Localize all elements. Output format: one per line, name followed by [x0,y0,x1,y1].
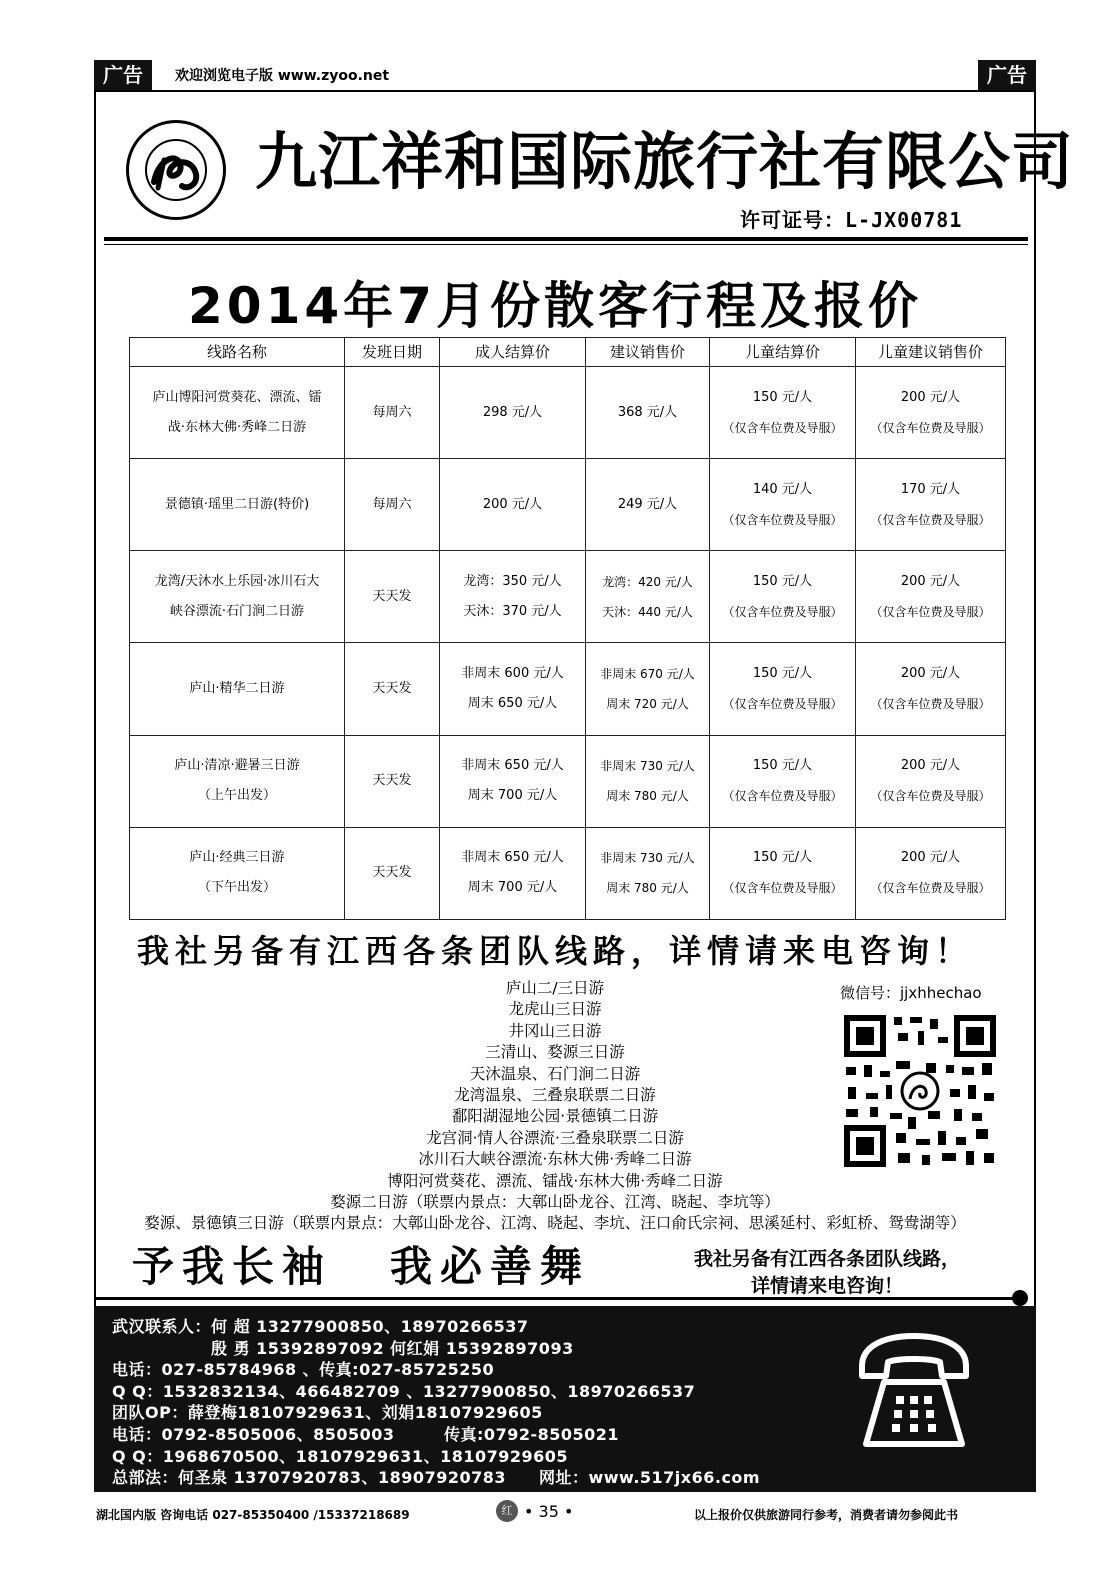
divider [94,1297,1016,1300]
column-header: 儿童结算价 [710,338,856,367]
header-rule-thin [104,244,1028,245]
adult-price: 298 元/人 [440,367,586,459]
table-header-row [130,338,1006,367]
route-name: 庐山·精华二日游 [130,643,345,735]
suggested-price: 非周末 730 元/人 周末 780 元/人 [586,827,710,919]
contact-line: 总部法：何圣泉 13707920783、18907920783 网址：www.517jx66.com [112,1468,761,1488]
table-row [130,459,1006,551]
child-suggested-price: 200 元/人 （仅含车位费及导服） [856,367,1006,459]
suggested-price: 非周末 730 元/人 周末 780 元/人 [586,735,710,827]
child-price: 140 元/人 （仅含车位费及导服） [710,459,856,551]
contact-panel [94,1306,1036,1492]
suggested-price: 龙湾：420 元/人 天沐：440 元/人 [586,551,710,643]
divider-end-dot [1012,1290,1028,1306]
column-header: 儿童建议销售价 [856,338,1006,367]
ad-tag-right: 广告 [978,60,1036,90]
list-item: 龙虎山三日游 [508,1000,602,1019]
departure-date: 天天发 [345,643,440,735]
departure-date: 天天发 [345,827,440,919]
table-row [130,551,1006,643]
child-price: 150 元/人 （仅含车位费及导服） [710,551,856,643]
contact-line: 团队OP：薛登梅18107929631、刘娟18107929605 [112,1403,543,1423]
child-suggested-price: 200 元/人 （仅含车位费及导服） [856,827,1006,919]
table-row [130,367,1006,459]
list-item: 婺源、景德镇三日游（联票内景点：大鄣山卧龙谷、江湾、晓起、李坑、汪口俞氏宗祠、思溪延村、彩虹桥、鸳鸯湖等） [144,1214,966,1233]
list-item: 龙宫洞·情人谷漂流·三叠泉联票二日游 [426,1128,684,1147]
adult-price: 非周末 650 元/人 周末 700 元/人 [440,735,586,827]
header-rule-thick [104,237,1028,241]
child-price: 150 元/人 （仅含车位费及导服） [710,735,856,827]
route-name: 庐山·经典三日游 （下午出发） [130,827,345,919]
contact-line: 殷 勇 15392897092 何红娟 15392897093 [112,1338,574,1358]
list-item: 冰川石大峡谷漂流·东林大佛·秀峰二日游 [418,1150,692,1169]
route-name: 庐山·清凉·避暑三日游 （上午出发） [130,735,345,827]
group-route-notice: 我社另备有江西各条团队线路，详情请来电咨询！ [136,932,973,970]
adult-price: 非周末 650 元/人 周末 700 元/人 [440,827,586,919]
telephone-icon [854,1326,974,1456]
adult-price: 非周末 600 元/人 周末 650 元/人 [440,643,586,735]
footer-left-text: 湖北国内版 咨询电话 027-85350400 /15337218689 [96,1508,410,1522]
list-item: 天沐温泉、石门涧二日游 [469,1064,641,1083]
child-suggested-price: 200 元/人 （仅含车位费及导服） [856,551,1006,643]
footer-right-text: 以上报价仅供旅游同行参考，消费者请勿参阅此书 [694,1508,959,1522]
child-price: 150 元/人 （仅含车位费及导服） [710,367,856,459]
route-name: 庐山博阳河赏葵花、漂流、镭 战·东林大佛·秀峰二日游 [130,367,345,459]
departure-date: 每周六 [345,459,440,551]
qr-code-icon [842,1013,998,1169]
company-name: 九江祥和国际旅行社有限公司 [255,125,1075,198]
list-item: 庐山二/三日游 [505,979,605,997]
wechat-id: 微信号：jjxhhechao [840,984,982,1002]
child-price: 150 元/人 （仅含车位费及导服） [710,643,856,735]
table-row [130,643,1006,735]
table-row [130,735,1006,827]
contact-line: 武汉联系人：何 超 13277900850、18970266537 [112,1317,529,1336]
page-title: 2014年7月份散客行程及报价 [188,277,922,335]
contact-line: 电话：0792-8505006、8505003 传真:0792-8505021 [112,1424,620,1444]
route-name: 龙湾/天沐水上乐园·冰川石大 峡谷漂流·石门涧二日游 [130,551,345,643]
child-suggested-price: 200 元/人 （仅含车位费及导服） [856,643,1006,735]
adult-price: 200 元/人 [440,459,586,551]
contact-line: Q Q：1532832134、466482709 、13277900850、18970266537 [112,1381,696,1401]
child-suggested-price: 200 元/人 （仅含车位费及导服） [856,735,1006,827]
route-name: 景德镇·瑶里二日游(特价) [130,459,345,551]
ad-tag-left: 广告 [94,60,152,90]
list-item: 三清山、婺源三日游 [485,1043,625,1062]
column-header: 发班日期 [345,338,440,367]
list-item: 龙湾温泉、三叠泉联票二日游 [454,1086,656,1105]
table-row [130,827,1006,919]
list-item: 博阳河赏葵花、漂流、镭战·东林大佛·秀峰二日游 [387,1171,723,1190]
page-number-text: • 35 • [524,1501,574,1521]
license-number: 许可证号：L-JX00781 [740,208,963,232]
top-url-text: 欢迎浏览电子版 www.zyoo.net [175,68,390,84]
departure-date: 天天发 [345,735,440,827]
suggested-price: 368 元/人 [586,367,710,459]
child-price: 150 元/人 （仅含车位费及导服） [710,827,856,919]
contact-list [112,1316,760,1489]
contact-line: 电话：027-85784968 、传真:027-85725250 [112,1360,495,1380]
edition-badge: 红 [496,1500,518,1522]
adult-price: 龙湾：350 元/人 天沐：370 元/人 [440,551,586,643]
departure-date: 每周六 [345,367,440,459]
contact-line: Q Q：1968670500、18107929631、18107929605 [112,1446,569,1466]
suggested-price: 249 元/人 [586,459,710,551]
suggested-price: 非周末 670 元/人 周末 720 元/人 [586,643,710,735]
page-number [496,1500,573,1522]
child-suggested-price: 170 元/人 （仅含车位费及导服） [856,459,1006,551]
departure-date: 天天发 [345,551,440,643]
column-header: 成人结算价 [440,338,586,367]
slogan-side-notice: 我社另备有江西各条团队线路， 详情请来电咨询！ [694,1248,961,1297]
list-item: 婺源二日游（联票内景点：大鄣山卧龙谷、江湾、晓起、李坑等） [330,1193,780,1212]
column-header: 建议销售价 [586,338,710,367]
dragon-logo-icon [126,120,226,220]
list-item: 鄱阳湖湿地公园·景德镇二日游 [451,1107,659,1126]
price-table [129,337,1006,920]
list-item: 井冈山三日游 [508,1021,602,1040]
slogan: 予我长袖 我必善舞 [132,1242,591,1291]
column-header: 线路名称 [130,338,345,367]
